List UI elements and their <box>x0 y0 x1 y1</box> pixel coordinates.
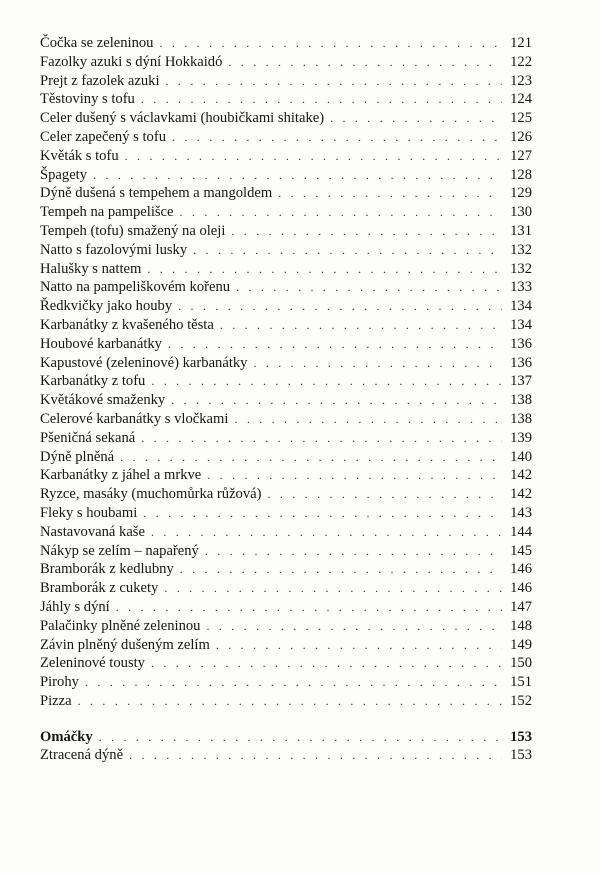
toc-entry <box>40 90 532 109</box>
toc-leader-dots <box>93 166 502 185</box>
toc-entry <box>40 391 532 410</box>
toc-leader-dots <box>193 241 502 260</box>
toc-entry-page-number: 121 <box>510 35 532 51</box>
toc-entry-page-number: 132 <box>510 260 532 277</box>
toc-entry-page-number: 133 <box>510 279 532 296</box>
toc-leader-dots <box>143 504 502 523</box>
toc-entry-title: Závin plněný dušeným zelím <box>40 636 210 653</box>
toc-entry <box>40 53 532 72</box>
toc-entry <box>40 128 532 147</box>
toc-leader-dots <box>85 673 502 692</box>
toc-entry-title: Jáhly s dýní <box>40 598 110 615</box>
toc-entry <box>40 241 532 260</box>
toc-entry <box>40 673 532 692</box>
toc-leader-dots <box>151 523 502 542</box>
toc-entry <box>40 354 532 373</box>
toc-entry-title: Dýně dušená s tempehem a mangoldem <box>40 185 273 202</box>
toc-entry-title: Ředkvičky jako houby <box>40 298 173 315</box>
toc-entry-title: Špagety <box>40 166 88 183</box>
toc-entry-title: Natto na pampeliškovém kořenu <box>40 279 231 296</box>
toc-entry-page-number: 131 <box>510 222 532 239</box>
toc-entry-page-number: 126 <box>510 128 532 145</box>
toc-entry-page-number: 136 <box>510 354 532 371</box>
toc-entry <box>40 636 532 655</box>
toc-entry <box>40 410 532 429</box>
toc-leader-dots <box>164 579 502 598</box>
toc-entry-page-number: 134 <box>510 316 532 333</box>
toc-entry <box>40 260 532 279</box>
toc-leader-dots <box>180 203 502 222</box>
toc-entry-page-number: 129 <box>510 185 532 202</box>
toc-entry-title: Palačinky plněné zeleninou <box>40 617 201 634</box>
toc-entry-title: Nastavovaná kaše <box>40 523 145 540</box>
toc-entry-page-number: 140 <box>510 448 532 465</box>
toc-entry-title: Kapustové (zeleninové) karbanátky <box>40 354 248 371</box>
toc-leader-dots <box>159 34 502 53</box>
toc-entry <box>40 560 532 579</box>
toc-entry-title: Pšeničná sekaná <box>40 429 136 446</box>
toc-leader-dots <box>151 654 502 673</box>
toc-entry-page-number: 145 <box>510 542 532 559</box>
toc-leader-dots <box>141 429 502 448</box>
toc-leader-dots <box>220 316 502 335</box>
toc-entry-title: Ztracená dýně <box>40 747 124 764</box>
toc-leader-dots <box>205 542 502 561</box>
toc-leader-dots <box>151 372 502 391</box>
toc-leader-dots <box>216 636 502 655</box>
toc-entry-title: Ryzce, masáky (muchomůrka růžová) <box>40 486 262 503</box>
toc-leader-dots <box>330 109 502 128</box>
toc-entry <box>40 34 532 53</box>
toc-entry-title: Květák s tofu <box>40 147 119 164</box>
toc-entry-title: Bramborák z kedlubny <box>40 561 174 578</box>
toc-entry <box>40 466 532 485</box>
toc-section-entries <box>40 746 532 765</box>
toc-entry <box>40 692 532 711</box>
toc-leader-dots <box>278 184 502 203</box>
toc-entry <box>40 504 532 523</box>
toc-entry <box>40 654 532 673</box>
toc-entry <box>40 278 532 297</box>
toc-entry <box>40 485 532 504</box>
toc-entry <box>40 523 532 542</box>
toc-leader-dots <box>125 147 502 166</box>
toc-entry-title: Karbanátky z kvašeného těsta <box>40 316 214 333</box>
toc-entry-title: Pizza <box>40 692 72 709</box>
toc-leader-dots <box>141 90 502 109</box>
toc-entry <box>40 746 532 765</box>
toc-entry-title: Květákové smaženky <box>40 392 166 409</box>
toc-entry-page-number: 139 <box>510 429 532 446</box>
toc-leader-dots <box>231 222 502 241</box>
toc-entry-page-number: 149 <box>510 636 532 653</box>
toc-entry-title: Houbové karbanátky <box>40 335 162 352</box>
toc-entry-page-number: 150 <box>510 655 532 672</box>
toc-entry-page-number: 147 <box>510 598 532 615</box>
toc-entry-title: Pirohy <box>40 674 79 691</box>
toc-entry <box>40 297 532 316</box>
toc-entry-title: Těstoviny s tofu <box>40 91 135 108</box>
toc-entry-title: Tempeh na pampelišce <box>40 204 174 221</box>
toc-entry-page-number: 127 <box>510 147 532 164</box>
toc-leader-dots <box>206 617 502 636</box>
toc-leader-dots <box>120 448 502 467</box>
toc-entry-page-number: 137 <box>510 373 532 390</box>
toc-entry-title: Dýně plněná <box>40 448 115 465</box>
toc-entry <box>40 222 532 241</box>
toc-entry-page-number: 146 <box>510 580 532 597</box>
toc-entry <box>40 72 532 91</box>
toc-leader-dots <box>253 354 502 373</box>
toc-entry-page-number: 152 <box>510 692 532 709</box>
toc-leader-dots <box>147 260 502 279</box>
toc-entry-page-number: 123 <box>510 72 532 89</box>
toc-leader-dots <box>180 560 502 579</box>
toc-entry-title: Tempeh (tofu) smažený na oleji <box>40 222 226 239</box>
toc-leader-dots <box>207 466 502 485</box>
toc-entry-page-number: 125 <box>510 110 532 127</box>
toc-leader-dots <box>116 598 502 617</box>
toc-leader-dots <box>234 410 502 429</box>
toc-entry-title: Natto s fazolovými lusky <box>40 241 188 258</box>
toc-leader-dots <box>129 746 502 765</box>
toc-entry <box>40 372 532 391</box>
toc-entry-page-number: 128 <box>510 166 532 183</box>
toc-entry-page-number: 144 <box>510 523 532 540</box>
toc-entry-title: Celerové karbanátky s vločkami <box>40 410 229 427</box>
toc-entry-page-number: 146 <box>510 561 532 578</box>
table-of-contents <box>40 34 532 765</box>
toc-entry-title: Zeleninové tousty <box>40 655 145 672</box>
toc-entries <box>40 34 532 711</box>
toc-entry-page-number: 124 <box>510 91 532 108</box>
toc-entry-page-number: 151 <box>510 674 532 691</box>
toc-entry <box>40 579 532 598</box>
toc-entry <box>40 109 532 128</box>
toc-leader-dots <box>166 72 502 91</box>
toc-leader-dots <box>99 728 502 747</box>
toc-entry <box>40 316 532 335</box>
toc-entry-title: Halušky s nattem <box>40 260 142 277</box>
toc-entry-page-number: 142 <box>510 486 532 503</box>
toc-entry-page-number: 136 <box>510 335 532 352</box>
toc-entry-title: Karbanátky z jáhel a mrkve <box>40 467 202 484</box>
toc-entry-page-number: 138 <box>510 410 532 427</box>
toc-section-heading <box>40 728 532 747</box>
toc-entry-page-number: 138 <box>510 392 532 409</box>
toc-leader-dots <box>172 128 502 147</box>
toc-entry-title: Fazolky azuki s dýní Hokkaidó <box>40 53 223 70</box>
toc-entry <box>40 166 532 185</box>
toc-entry <box>40 542 532 561</box>
toc-entry-title: Fleky s houbami <box>40 504 138 521</box>
toc-entry-page-number: 143 <box>510 504 532 521</box>
toc-entry-page-number: 153 <box>510 747 532 764</box>
toc-leader-dots <box>168 335 502 354</box>
toc-entry-page-number: 134 <box>510 298 532 315</box>
toc-leader-dots <box>78 692 502 711</box>
toc-entry-page-number: 130 <box>510 204 532 221</box>
toc-entry <box>40 617 532 636</box>
toc-entry-title: Celer dušený s václavkami (houbičkami shitake) <box>40 110 325 127</box>
toc-leader-dots <box>178 297 502 316</box>
toc-entry <box>40 203 532 222</box>
toc-entry-page-number: 142 <box>510 467 532 484</box>
toc-entry-page-number: 132 <box>510 241 532 258</box>
toc-entry <box>40 147 532 166</box>
toc-entry-title: Prejt z fazolek azuki <box>40 72 160 89</box>
toc-entry-title: Bramborák z cukety <box>40 580 159 597</box>
toc-entry-page-number: 148 <box>510 617 532 634</box>
toc-section-page-number: 153 <box>510 728 532 745</box>
toc-entry <box>40 335 532 354</box>
section-gap <box>40 711 532 728</box>
toc-entry-title: Celer zapečený s tofu <box>40 128 167 145</box>
toc-entry <box>40 184 532 203</box>
toc-entry-title: Čočka se zeleninou <box>40 35 154 51</box>
toc-entry <box>40 429 532 448</box>
toc-leader-dots <box>228 53 502 72</box>
toc-section-title: Omáčky <box>40 728 93 745</box>
toc-entry <box>40 598 532 617</box>
toc-leader-dots <box>267 485 502 504</box>
toc-entry-page-number: 122 <box>510 53 532 70</box>
toc-entry-title: Karbanátky z tofu <box>40 373 146 390</box>
toc-leader-dots <box>236 278 502 297</box>
toc-leader-dots <box>171 391 502 410</box>
toc-entry <box>40 448 532 467</box>
toc-entry-title: Nákyp se zelím – napařený <box>40 542 199 559</box>
